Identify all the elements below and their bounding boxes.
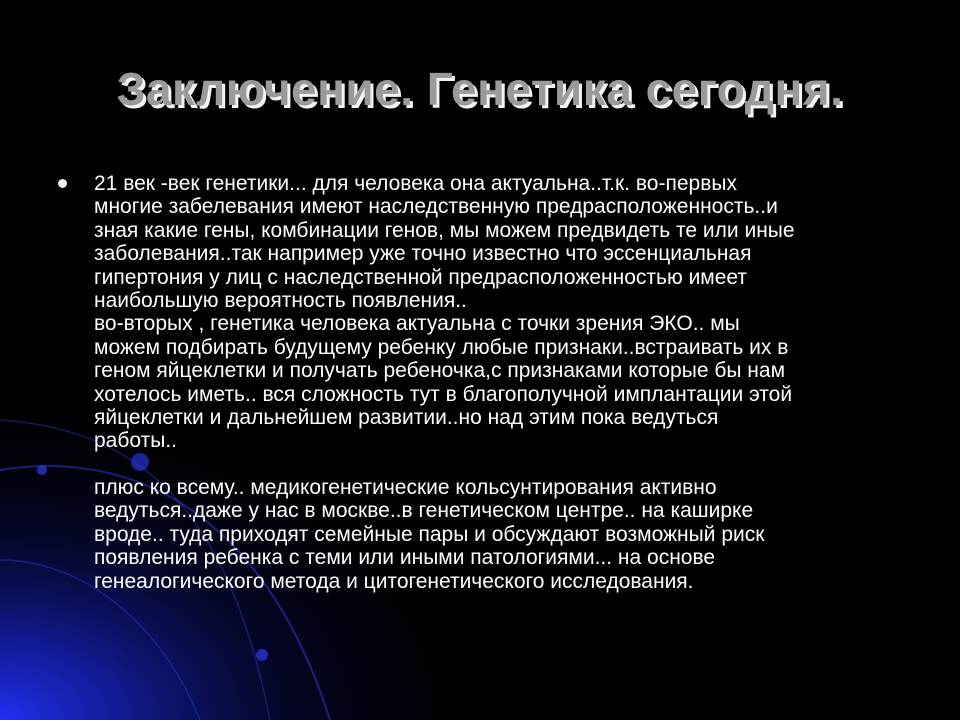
bullet-text <box>94 172 908 593</box>
paragraph-3: плюс ко всему.. медикогенетические кольсунтирования активно ведуться..даже у нас в москве..в генетическом центре.. на каширке вроде.. туда приходят семейные пары и обсуждают возможный риск появления ребенка с теми или иными патологиями... на основе генеалогического метода и цитогенетического исследования. <box>94 475 765 593</box>
paragraph-2: во-вторых , генетика человека актуальна с точки зрения ЭКО.. мы можем подбирать будущему ребенку любые признаки..встраивать их в геном яйцеклетки и получать ребеночка,с признаками которые бы нам хотелось иметь.. вся сложность тут в благополучной имплантации этой яйцеклетки и дальнейшем развитии..но над этим пока ведуться работы.. <box>94 312 793 453</box>
glow-dot-3 <box>256 649 268 661</box>
paragraph-1: 21 век -век генетики... для человека она актуальна..т.к. во-первых многие забелевания имеют наследственную предрасположенность..и зная какие гены, комбинации генов, мы можем предвидеть те или иные заболевания..так например уже точно известно что эссенциальная гипертония у лиц с наследственной предрасположенностью имеет наибольшую вероятность появления.. <box>94 172 795 313</box>
slide-body <box>58 172 908 593</box>
paragraph-gap <box>94 453 908 476</box>
glow-dot-1 <box>37 465 47 475</box>
bullet-item <box>58 172 908 593</box>
slide-title: Заключение. Генетика сегодня. <box>116 63 844 115</box>
bullet-dot-icon <box>58 179 67 188</box>
